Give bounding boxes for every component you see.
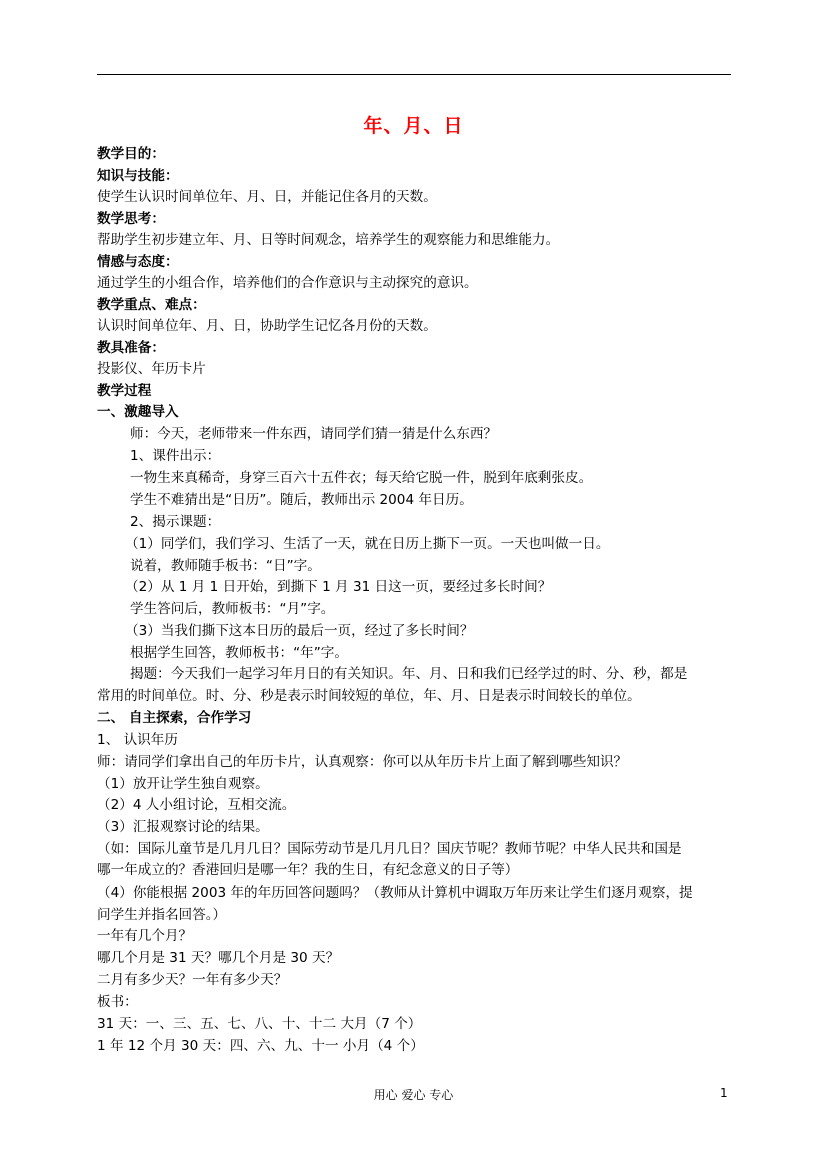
paragraph-line: 帮助学生初步建立年、月、日等时间观念，培养学生的观察能力和思维能力。 (97, 232, 560, 248)
heading-emotion-attitude: 情感与态度： (97, 254, 179, 270)
paragraph-line: （1）同学们，我们学习、生活了一天，就在日历上撕下一页。一天也叫做一日。 (125, 536, 610, 552)
paragraph-line: 1、 认识年历 (97, 732, 178, 748)
paragraph-line: 学生不难猜出是“日历”。随后，教师出示 2004 年日历。 (130, 492, 473, 508)
paragraph-line: （3）当我们撕下这本日历的最后一页，经过了多长时间？ (125, 623, 474, 639)
paragraph-line: 揭题：今天我们一起学习年月日的有关知识。年、月、日和我们已经学过的时、分、秒，都是 (130, 666, 688, 682)
paragraph-line: 常用的时间单位。时、分、秒是表示时间较短的单位，年、月、日是表示时间较长的单位。 (97, 688, 641, 704)
paragraph-line: （2）4 人小组讨论，互相交流。 (97, 797, 296, 813)
page-number: 1 (720, 1086, 728, 1100)
paragraph-line: 2、揭示课题： (130, 514, 221, 530)
paragraph-line: 使学生认识时间单位年、月、日，并能记住各月的天数。 (97, 189, 437, 205)
heading-teaching-process: 教学过程 (97, 383, 152, 399)
paragraph-line: 一年有几个月？ (97, 928, 193, 944)
paragraph-line: （如：国际儿童节是几月几日？国际劳动节是几月几日？国庆节呢？教师节呢？中华人民共和国是 (97, 841, 682, 857)
paragraph-line: 根据学生回答，教师板书：“年”字。 (130, 645, 348, 661)
paragraph-line: 通过学生的小组合作，培养他们的合作意识与主动探究的意识。 (97, 275, 478, 291)
paragraph-line: （4）你能根据 2003 年的年历回答问题吗？（教师从计算机中调取万年历来让学生们逐月观察，提 (97, 885, 693, 901)
heading-knowledge-skills: 知识与技能： (97, 168, 179, 184)
paragraph-line: 1、课件出示： (130, 448, 221, 464)
paragraph-line: （1）放开让学生独自观察。 (97, 776, 269, 792)
page-footer: 用心 爱心 专心 (373, 1088, 454, 1102)
section-heading-2: 二、 自主探索，合作学习 (97, 710, 252, 726)
paragraph-line: 哪一年成立的？香港回归是哪一年？我的生日，有纪念意义的日子等） (97, 862, 519, 878)
paragraph-line: 说着，教师随手板书：“日”字。 (130, 558, 321, 574)
paragraph-line: 一物生来真稀奇，身穿三百六十五件衣；每天给它脱一件，脱到年底剩张皮。 (130, 470, 593, 486)
heading-math-thinking: 数学思考： (97, 211, 165, 227)
heading-objectives: 教学目的： (97, 146, 165, 162)
paragraph-line: （3）汇报观察讨论的结果。 (97, 819, 269, 835)
paragraph-line: 师：今天，老师带来一件东西，请同学们猜一猜是什么东西？ (130, 426, 498, 442)
document-title: 年、月、日 (363, 115, 464, 137)
paragraph-line: 师：请同学们拿出自己的年历卡片，认真观察：你可以从年历卡片上面了解到哪些知识？ (97, 754, 628, 770)
paragraph-line: 认识时间单位年、月、日，协助学生记忆各月份的天数。 (97, 318, 437, 334)
paragraph-line: 学生答问后，教师板书：“月”字。 (130, 601, 335, 617)
paragraph-line: 问学生并指名回答。） (97, 907, 227, 923)
paragraph-line: 板书： (97, 994, 138, 1010)
header-rule (97, 74, 731, 75)
paragraph-line: 1 年 12 个月 30 天：四、六、九、十一 小月（4 个） (97, 1038, 424, 1054)
paragraph-line: 二月有多少天？一年有多少天？ (97, 972, 288, 988)
heading-teaching-aids: 教具准备： (97, 340, 165, 356)
paragraph-line: 31 天：一、三、五、七、八、十、十二 大月（7 个） (97, 1016, 422, 1032)
paragraph-line: 哪几个月是 31 天？哪几个月是 30 天？ (97, 950, 340, 966)
heading-key-points: 教学重点、难点： (97, 297, 206, 313)
section-heading-1: 一、激趣导入 (97, 404, 179, 420)
paragraph-line: （2）从 1 月 1 日开始，到撕下 1 月 31 日这一页，要经过多长时间？ (125, 579, 552, 595)
paragraph-line: 投影仪、年历卡片 (97, 361, 206, 377)
